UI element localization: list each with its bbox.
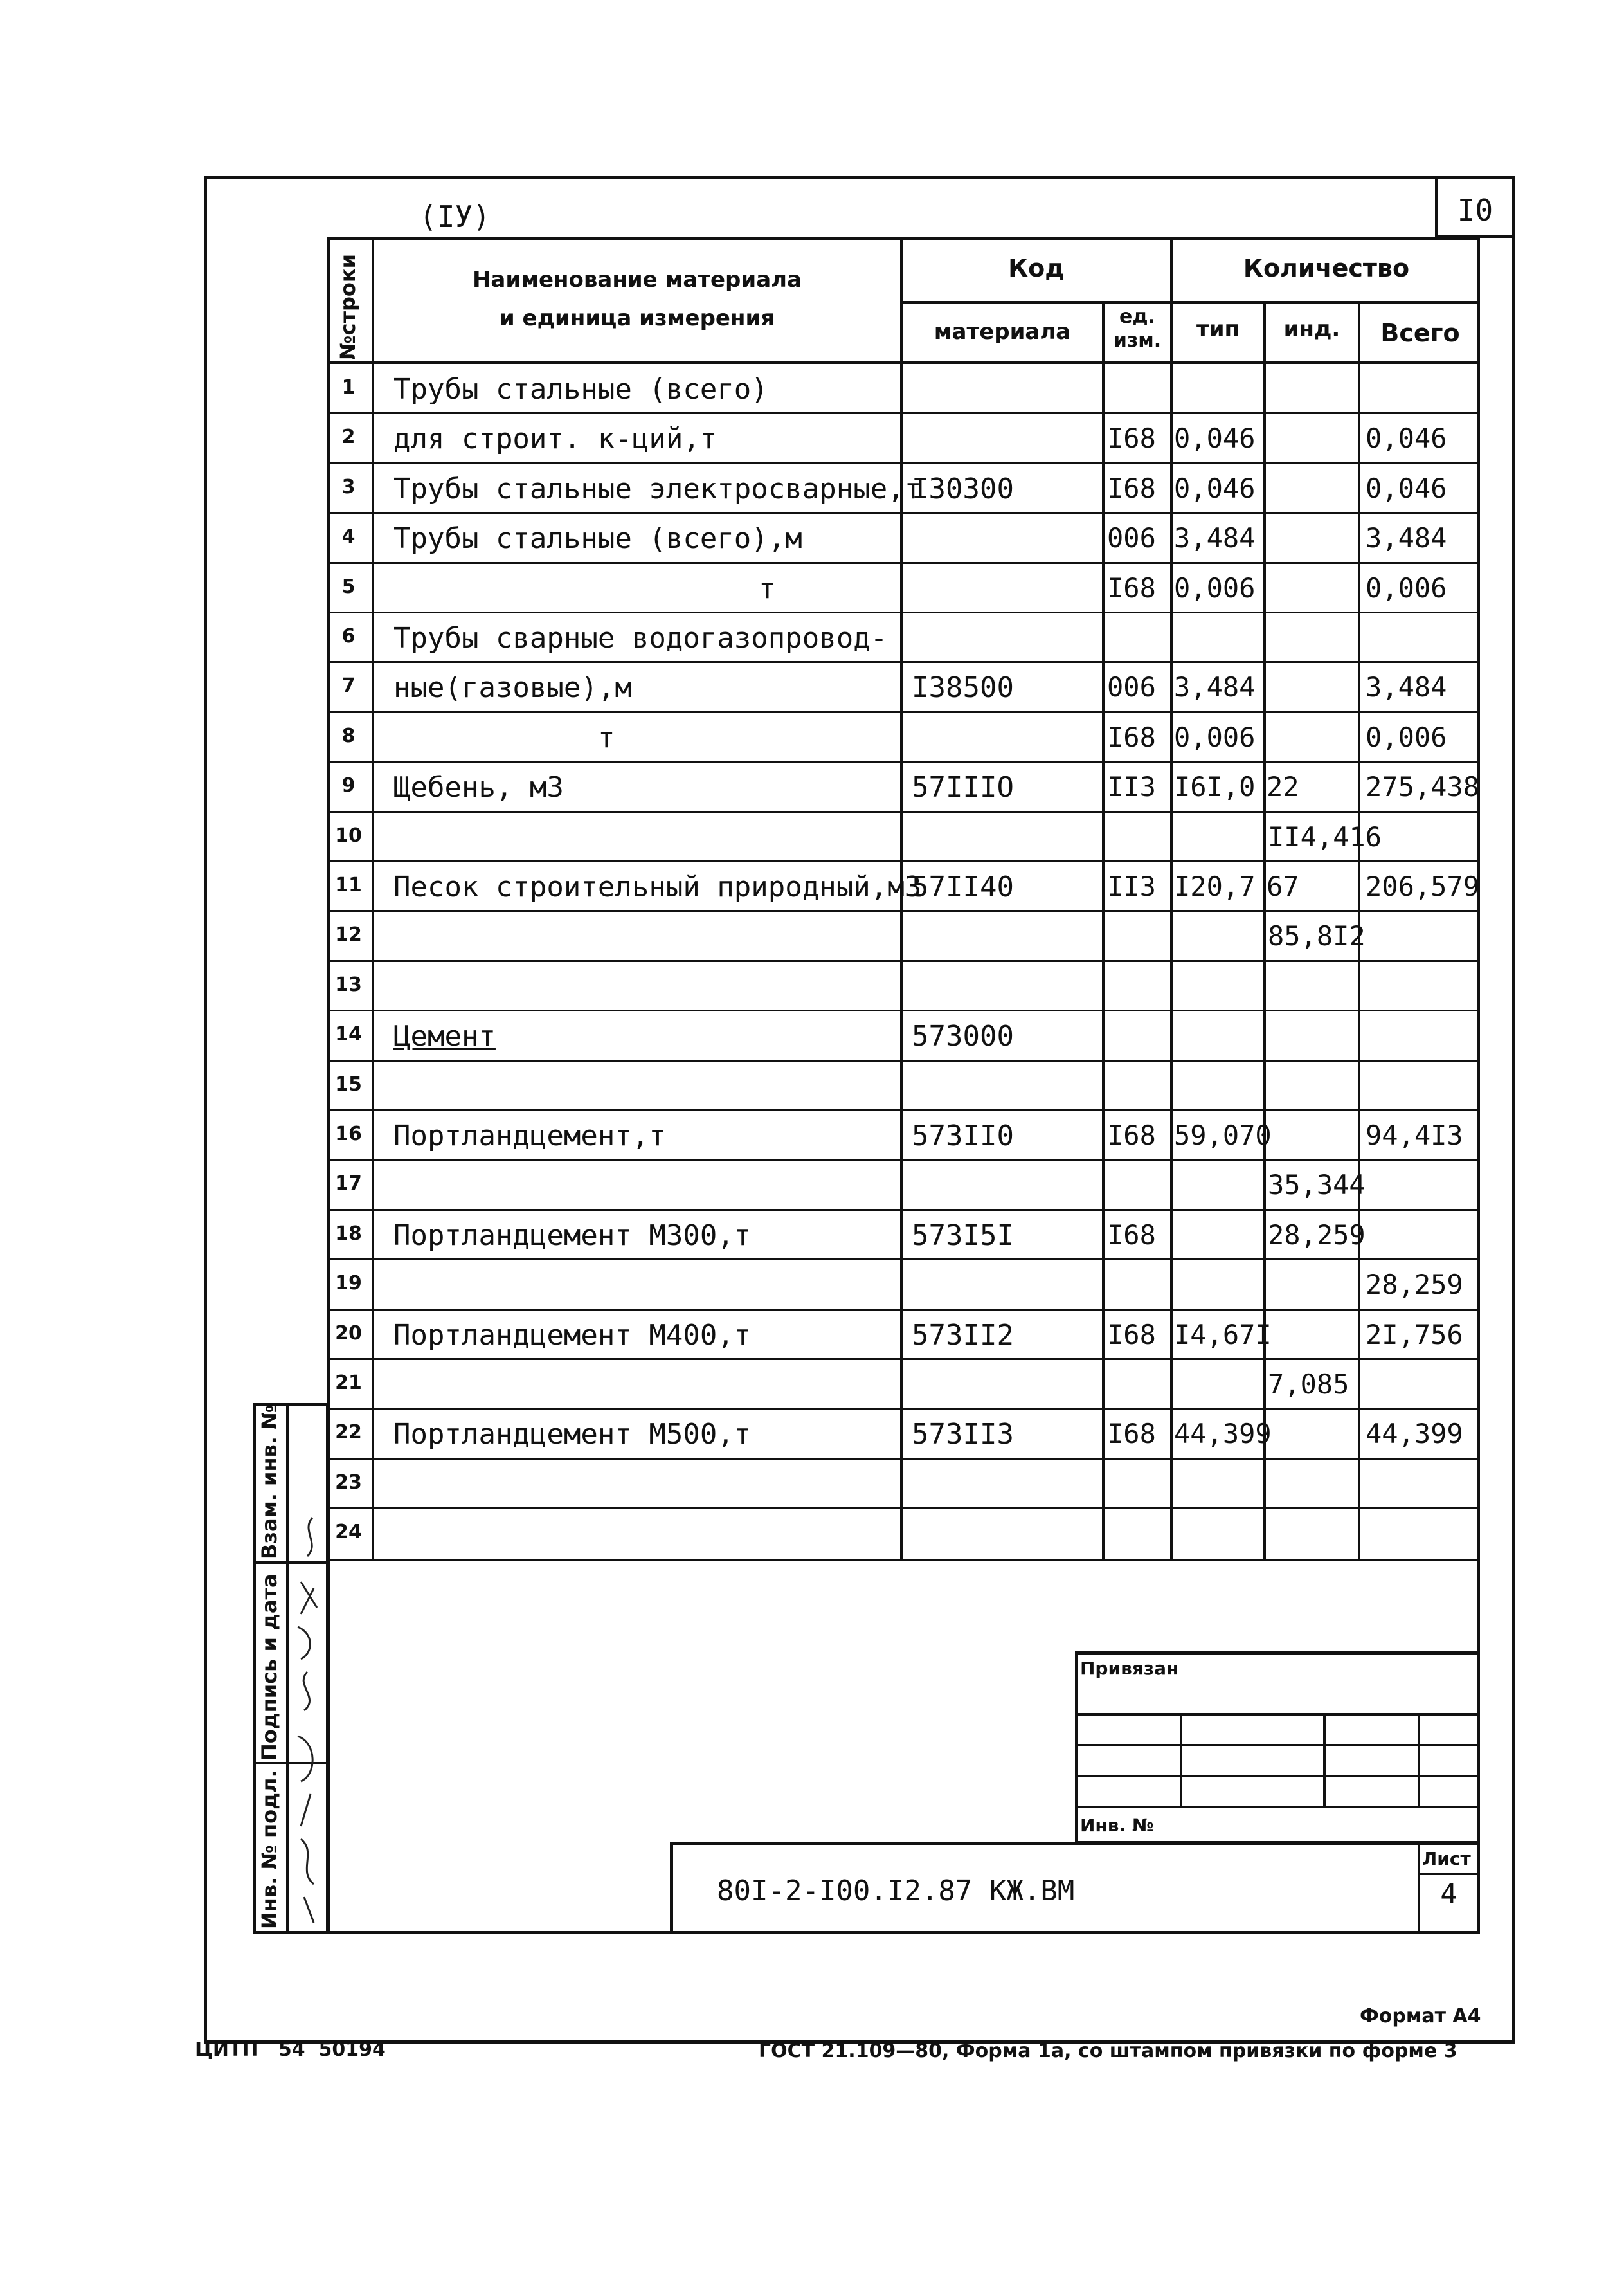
row-number: 12 bbox=[335, 923, 362, 947]
row-line bbox=[327, 1209, 1480, 1211]
row-number: 23 bbox=[335, 1471, 362, 1494]
col-line-code bbox=[1102, 301, 1105, 1559]
row-line bbox=[327, 910, 1480, 912]
row-name: ные(газовые),м bbox=[393, 671, 632, 705]
row-line bbox=[327, 1060, 1480, 1062]
footer-left: ЦИТП 54 50194 bbox=[195, 2038, 386, 2061]
row-name: Песок строительный природный,м3 bbox=[393, 871, 922, 903]
row-typ: I20,7 bbox=[1174, 871, 1256, 902]
privyazan-line4 bbox=[1075, 1806, 1480, 1808]
row-number: 1 bbox=[341, 376, 356, 399]
row-code: 573II0 bbox=[912, 1120, 1014, 1152]
page-number: I0 bbox=[1457, 193, 1493, 228]
row-typ: 3,484 bbox=[1174, 522, 1256, 554]
privyazan-vline1 bbox=[1180, 1713, 1182, 1806]
row-total: 0,006 bbox=[1366, 572, 1447, 604]
row-typ: 0,046 bbox=[1174, 422, 1256, 455]
row-total: 0,046 bbox=[1366, 472, 1447, 504]
row-line bbox=[327, 1358, 1480, 1360]
row-total: 0,006 bbox=[1366, 721, 1447, 753]
row-total: 28,259 bbox=[1366, 1269, 1463, 1301]
row-total: 3,484 bbox=[1366, 671, 1447, 703]
row-unit: II3 bbox=[1107, 771, 1156, 803]
row-number: 4 bbox=[341, 525, 356, 549]
row-line bbox=[327, 1507, 1480, 1509]
row-unit: 006 bbox=[1107, 671, 1156, 703]
header-name-line1: Наименование материала bbox=[472, 267, 802, 293]
header-unit-line2: изм. bbox=[1113, 329, 1162, 352]
row-name: Портландцемент,т bbox=[393, 1120, 666, 1152]
row-unit: I68 bbox=[1107, 472, 1156, 504]
row-code: I30300 bbox=[912, 472, 1014, 505]
row-line bbox=[327, 1458, 1480, 1460]
row-number: 8 bbox=[341, 724, 356, 747]
row-code: 573000 bbox=[912, 1020, 1014, 1053]
handwritten-signature bbox=[288, 1505, 328, 1929]
row-unit: I68 bbox=[1107, 572, 1156, 604]
row-ind: 35,344 bbox=[1268, 1169, 1366, 1201]
title-block-top bbox=[329, 1559, 1480, 1561]
row-number: 15 bbox=[335, 1073, 362, 1096]
sheet-code: (IУ) bbox=[419, 199, 491, 234]
row-name: Трубы сварные водогазопровод- bbox=[393, 622, 888, 655]
row-total: 0,046 bbox=[1366, 422, 1447, 455]
row-name: для строит. к-ций,т bbox=[393, 422, 717, 456]
row-typ: 0,046 bbox=[1174, 472, 1256, 504]
row-line bbox=[327, 1159, 1480, 1161]
row-number: 7 bbox=[341, 675, 356, 698]
row-number: 16 bbox=[335, 1123, 362, 1145]
row-line bbox=[327, 562, 1480, 564]
row-code: 573II2 bbox=[912, 1318, 1014, 1352]
footer-gost: ГОСТ 21.109—80, Форма 1а, со штампом привязки по форме 3 bbox=[759, 2040, 1457, 2062]
row-line bbox=[327, 462, 1480, 464]
col-line-rownum bbox=[372, 237, 374, 1559]
row-number: 2 bbox=[341, 426, 356, 449]
row-number: 17 bbox=[335, 1172, 362, 1195]
row-unit: 006 bbox=[1107, 522, 1156, 554]
row-number: 9 bbox=[341, 774, 356, 797]
row-number: 14 bbox=[335, 1023, 362, 1046]
row-total: 3,484 bbox=[1366, 522, 1447, 554]
row-line bbox=[327, 860, 1480, 862]
row-line bbox=[327, 711, 1480, 713]
list-number: 4 bbox=[1440, 1878, 1457, 1910]
row-line bbox=[327, 811, 1480, 813]
row-name: Портландцемент М400,т bbox=[393, 1318, 752, 1352]
row-line bbox=[327, 1408, 1480, 1410]
row-number: 6 bbox=[341, 625, 356, 648]
row-number: 10 bbox=[335, 824, 362, 847]
privyazan-vline2 bbox=[1323, 1713, 1326, 1806]
row-ind: 85,8I2 bbox=[1268, 920, 1366, 952]
row-code: 57IIIO bbox=[912, 771, 1014, 804]
header-type: тип bbox=[1196, 316, 1240, 342]
row-number: 20 bbox=[335, 1321, 362, 1345]
row-unit: I68 bbox=[1107, 422, 1156, 455]
row-total: 206,579 bbox=[1366, 871, 1480, 902]
row-line bbox=[327, 1010, 1480, 1011]
row-unit: I68 bbox=[1107, 1318, 1156, 1350]
row-number: 24 bbox=[335, 1521, 362, 1544]
row-typ: 44,399 bbox=[1174, 1418, 1272, 1450]
row-line bbox=[327, 1309, 1480, 1311]
inv-no-label: Инв. № bbox=[1080, 1815, 1154, 1836]
row-total: 2I,756 bbox=[1366, 1318, 1463, 1350]
row-name: Щебень, м3 bbox=[393, 771, 564, 804]
header-name-line2: и единица измерения bbox=[499, 305, 775, 331]
row-name: т bbox=[759, 572, 776, 605]
row-typ: I4,67I bbox=[1174, 1318, 1272, 1350]
row-name: Трубы стальные (всего),м bbox=[393, 522, 802, 556]
row-typ: 0,006 bbox=[1174, 721, 1256, 753]
row-unit: I68 bbox=[1107, 1120, 1156, 1151]
row-name: т bbox=[598, 721, 615, 754]
row-ind: 7,085 bbox=[1268, 1368, 1349, 1400]
row-number: 11 bbox=[335, 874, 362, 896]
header-quantity: Количество bbox=[1243, 254, 1410, 282]
list-label: Лист bbox=[1422, 1848, 1471, 1869]
row-unit: II3 bbox=[1107, 871, 1156, 902]
row-name: Трубы стальные электросварные,т bbox=[393, 472, 922, 505]
row-code: 573I5I bbox=[912, 1219, 1014, 1252]
footer-format: Формат А4 bbox=[1360, 2005, 1481, 2028]
row-name: Портландцемент М300,т bbox=[393, 1219, 752, 1252]
row-total: 94,4I3 bbox=[1366, 1120, 1463, 1151]
row-total: 275,438 bbox=[1366, 771, 1480, 803]
row-typ: 59,070 bbox=[1174, 1120, 1272, 1151]
row-name: Цемент bbox=[393, 1020, 496, 1053]
side-stamp-vzam: Взам. инв. № bbox=[257, 1404, 282, 1559]
col-line-typ bbox=[1263, 301, 1266, 1559]
row-unit: I68 bbox=[1107, 1418, 1156, 1450]
privyazan-vline3 bbox=[1418, 1713, 1420, 1806]
row-number: 5 bbox=[341, 575, 356, 598]
row-ind: 22 bbox=[1267, 771, 1299, 803]
row-number: 13 bbox=[335, 973, 362, 996]
side-stamp-inv-podl: Инв. № подл. bbox=[257, 1770, 282, 1929]
row-ind: II4,416 bbox=[1268, 821, 1382, 853]
row-line bbox=[327, 960, 1480, 962]
header-code: Код bbox=[1008, 254, 1065, 282]
row-line bbox=[327, 1109, 1480, 1111]
header-ind: инд. bbox=[1283, 316, 1340, 342]
row-number: 22 bbox=[335, 1421, 362, 1444]
header-row-no: №строки bbox=[336, 253, 360, 360]
row-line bbox=[327, 761, 1480, 763]
row-total: 44,399 bbox=[1366, 1418, 1463, 1450]
row-code: I38500 bbox=[912, 671, 1014, 705]
row-line bbox=[327, 612, 1480, 613]
row-typ: I6I,0 bbox=[1174, 771, 1256, 803]
row-name: Портландцемент М500,т bbox=[393, 1418, 752, 1451]
row-line bbox=[327, 1258, 1480, 1260]
row-typ: 3,484 bbox=[1174, 671, 1256, 703]
privyazan-label: Привязан bbox=[1080, 1658, 1179, 1679]
row-number: 18 bbox=[335, 1222, 362, 1245]
row-line bbox=[327, 512, 1480, 514]
row-ind: 28,259 bbox=[1268, 1219, 1366, 1251]
row-unit: I68 bbox=[1107, 721, 1156, 753]
header-material: материала bbox=[934, 319, 1071, 345]
row-number: 3 bbox=[341, 475, 356, 498]
col-line-unit bbox=[1170, 237, 1173, 1559]
row-number: 21 bbox=[335, 1372, 362, 1394]
side-stamp-podpis: Подпись и дата bbox=[257, 1574, 282, 1761]
header-bottom-line bbox=[327, 361, 1480, 364]
designation: 80I-2-I00.I2.87 КЖ.ВМ bbox=[717, 1874, 1075, 1907]
row-code: 57II40 bbox=[912, 871, 1014, 903]
row-code: 573II3 bbox=[912, 1418, 1014, 1451]
row-line bbox=[327, 412, 1480, 414]
row-unit: I68 bbox=[1107, 1219, 1156, 1251]
header-total: Всего bbox=[1380, 319, 1460, 347]
row-ind: 67 bbox=[1267, 871, 1299, 902]
list-label-line bbox=[1418, 1873, 1480, 1875]
row-line bbox=[327, 661, 1480, 663]
row-number: 19 bbox=[335, 1272, 362, 1295]
row-name: Трубы стальные (всего) bbox=[393, 373, 768, 406]
row-typ: 0,006 bbox=[1174, 572, 1256, 604]
header-unit-line1: ед. bbox=[1119, 305, 1155, 328]
header-mid-line bbox=[900, 301, 1480, 304]
